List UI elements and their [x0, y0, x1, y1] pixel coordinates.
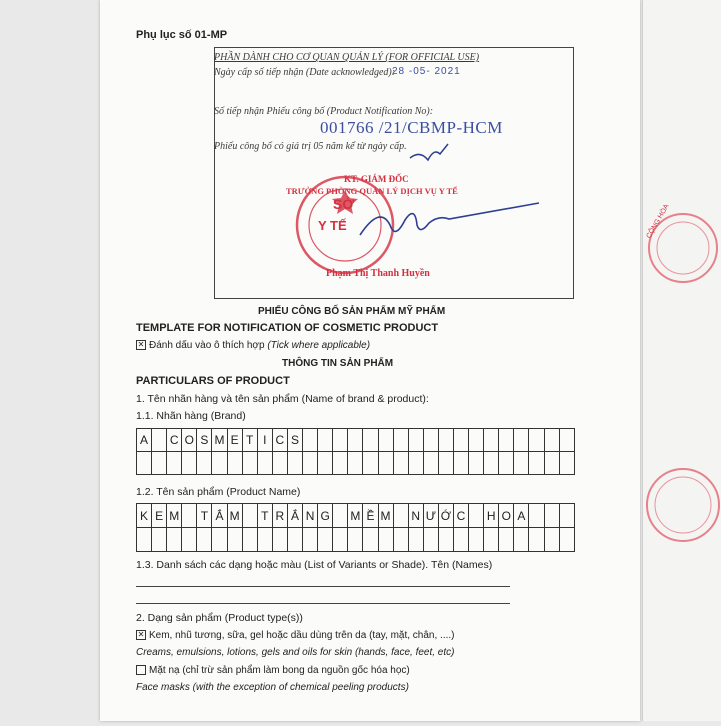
product-char-cell	[167, 528, 182, 552]
product-char-cell: M	[379, 504, 394, 528]
section-en: PARTICULARS OF PRODUCT	[136, 375, 290, 387]
product-char-cell	[379, 528, 394, 552]
brand-char-cell	[439, 452, 454, 475]
brand-char-cell	[303, 452, 318, 475]
brand-char-cell	[560, 429, 575, 452]
date-acknowledged-label: Ngày cấp số tiếp nhận (Date acknowledged):	[214, 67, 396, 78]
brand-char-cell	[212, 452, 227, 475]
brand-char-cell	[454, 452, 469, 475]
brand-char-cell	[137, 452, 152, 475]
checked-box-icon: ✕	[137, 630, 145, 640]
brand-char-cell	[318, 452, 333, 475]
product-char-cell	[560, 504, 575, 528]
product-char-cell: Ề	[363, 504, 378, 528]
unchecked-box-icon	[136, 665, 146, 675]
product-char-cell: N	[409, 504, 424, 528]
product-char-cell: Ư	[424, 504, 439, 528]
product-char-cell: T	[258, 504, 273, 528]
brand-char-cell	[303, 429, 318, 452]
checked-box-icon: ✕	[137, 340, 145, 350]
brand-char-cell	[484, 452, 499, 475]
tick-note	[136, 340, 370, 351]
notification-number-value: 001766 /21/CBMP-HCM	[320, 118, 503, 137]
product-char-cell: R	[273, 504, 288, 528]
product-char-cell	[152, 528, 167, 552]
brand-char-cell: T	[243, 429, 258, 452]
brand-char-cell	[363, 429, 378, 452]
item-1-2-label: 1.2. Tên sản phẩm (Product Name)	[136, 486, 301, 498]
title-en: TEMPLATE FOR NOTIFICATION OF COSMETIC PRODUCT	[136, 322, 439, 334]
signer-title-1: KT. GIÁM ĐỐC	[344, 174, 409, 184]
title-vi: PHIẾU CÔNG BỐ SẢN PHẨM MỸ PHẨM	[258, 306, 446, 317]
type-1-vi: Kem, nhũ tương, sữa, gel hoặc dầu dùng trên da (tay, mặt, chân, ....)	[149, 630, 455, 641]
product-char-cell: K	[137, 504, 152, 528]
product-char-cell	[197, 528, 212, 552]
brand-char-cell	[348, 429, 363, 452]
product-char-cell	[529, 528, 544, 552]
brand-char-cell	[333, 429, 348, 452]
signer-name: Phạm Thị Thanh Huyền	[326, 268, 430, 279]
product-char-cell	[454, 528, 469, 552]
brand-char-cell	[273, 452, 288, 475]
official-use-header: PHẦN DÀNH CHO CƠ QUAN QUẢN LÝ (FOR OFFICIAL USE)	[214, 52, 480, 63]
brand-char-cell	[514, 452, 529, 475]
brand-char-cell	[424, 452, 439, 475]
product-char-cell	[499, 528, 514, 552]
brand-char-cell	[439, 429, 454, 452]
brand-char-cell	[182, 452, 197, 475]
product-char-cell: M	[167, 504, 182, 528]
product-char-cell	[348, 528, 363, 552]
seal-text-so: SỞ	[333, 196, 355, 212]
brand-char-cell	[484, 429, 499, 452]
brand-char-cell	[379, 429, 394, 452]
product-char-cell	[469, 528, 484, 552]
product-char-cell	[409, 528, 424, 552]
item-1-label: 1. Tên nhãn hàng và tên sản phẩm (Name of brand & product):	[136, 393, 429, 405]
product-char-cell	[182, 528, 197, 552]
product-char-cell	[529, 504, 544, 528]
variants-line-2	[136, 603, 510, 604]
brand-char-cell	[424, 429, 439, 452]
product-char-cell	[228, 528, 243, 552]
brand-char-cell	[288, 452, 303, 475]
tick-note-vi: Đánh dấu vào ô thích hợp	[149, 340, 265, 351]
product-char-cell: N	[303, 504, 318, 528]
right-page-seals	[643, 0, 721, 721]
product-char-cell	[545, 504, 560, 528]
product-char-cell	[469, 504, 484, 528]
brand-char-cell	[560, 452, 575, 475]
brand-char-cell	[152, 429, 167, 452]
product-char-cell: M	[228, 504, 243, 528]
product-char-cell: E	[152, 504, 167, 528]
brand-char-cell	[469, 452, 484, 475]
product-char-cell: Ắ	[212, 504, 227, 528]
type-2	[136, 665, 410, 676]
product-char-cell	[424, 528, 439, 552]
product-char-cell	[243, 528, 258, 552]
product-char-cell	[288, 528, 303, 552]
product-char-cell	[545, 528, 560, 552]
date-acknowledged-value: 28 -05- 2021	[392, 66, 461, 77]
brand-char-cell: E	[228, 429, 243, 452]
product-char-cell: M	[348, 504, 363, 528]
product-char-cell	[333, 504, 348, 528]
product-char-cell	[514, 528, 529, 552]
brand-char-cell	[454, 429, 469, 452]
type-2-vi: Mặt nạ (chỉ trừ sản phẩm làm bong da nguồn gốc hóa học)	[149, 665, 410, 676]
brand-char-cell	[197, 452, 212, 475]
brand-char-cell	[379, 452, 394, 475]
brand-char-cell	[333, 452, 348, 475]
item-1-1-label: 1.1. Nhãn hàng (Brand)	[136, 410, 246, 422]
product-char-cell	[303, 528, 318, 552]
section-vi: THÔNG TIN SẢN PHẨM	[282, 358, 394, 369]
product-char-cell	[394, 528, 409, 552]
brand-char-cell	[167, 452, 182, 475]
product-grid	[136, 503, 575, 552]
product-char-cell: A	[514, 504, 529, 528]
next-page-edge	[642, 0, 721, 721]
brand-char-cell	[499, 452, 514, 475]
type-2-en: Face masks (with the exception of chemical peeling products)	[136, 682, 409, 693]
signer-title-2: TRƯỞNG PHÒNG QUẢN LÝ DỊCH VỤ Y TẾ	[286, 186, 458, 196]
product-char-cell	[137, 528, 152, 552]
product-char-cell: C	[454, 504, 469, 528]
brand-char-cell: C	[273, 429, 288, 452]
item-2-label: 2. Dạng sản phẩm (Product type(s))	[136, 612, 303, 624]
product-char-cell	[484, 528, 499, 552]
brand-char-cell	[363, 452, 378, 475]
brand-char-cell	[409, 429, 424, 452]
brand-char-cell: A	[137, 429, 152, 452]
brand-char-cell	[228, 452, 243, 475]
product-char-cell	[182, 504, 197, 528]
product-char-cell	[212, 528, 227, 552]
brand-char-cell	[258, 452, 273, 475]
brand-char-cell	[529, 452, 544, 475]
appendix-label: Phụ lục số 01-MP	[136, 29, 228, 41]
product-char-cell	[439, 528, 454, 552]
type-1	[136, 630, 454, 641]
product-char-cell: T	[197, 504, 212, 528]
product-char-cell	[273, 528, 288, 552]
validity-note: Phiếu công bố có giá trị 05 năm kể từ ngày cấp.	[214, 141, 407, 152]
brand-char-cell	[394, 452, 409, 475]
brand-grid	[136, 428, 575, 475]
brand-char-cell	[545, 429, 560, 452]
brand-char-cell: O	[182, 429, 197, 452]
seal-text-yte: Y TẾ	[318, 218, 347, 233]
brand-char-cell	[499, 429, 514, 452]
brand-char-cell	[348, 452, 363, 475]
brand-char-cell: S	[288, 429, 303, 452]
brand-char-cell	[529, 429, 544, 452]
brand-char-cell: S	[197, 429, 212, 452]
product-char-cell: Ớ	[439, 504, 454, 528]
brand-char-cell	[394, 429, 409, 452]
product-char-cell: Ắ	[288, 504, 303, 528]
product-char-cell: O	[499, 504, 514, 528]
brand-char-cell: I	[258, 429, 273, 452]
product-char-cell	[318, 528, 333, 552]
product-char-cell	[333, 528, 348, 552]
brand-char-cell	[318, 429, 333, 452]
tick-note-en: (Tick where applicable)	[267, 340, 371, 351]
right-seal-text: CỘNG HÒA	[645, 203, 671, 240]
product-char-cell	[394, 504, 409, 528]
brand-char-cell: C	[167, 429, 182, 452]
brand-char-cell	[514, 429, 529, 452]
brand-char-cell: M	[212, 429, 227, 452]
brand-char-cell	[152, 452, 167, 475]
product-char-cell: G	[318, 504, 333, 528]
product-char-cell	[258, 528, 273, 552]
product-char-cell: H	[484, 504, 499, 528]
product-char-cell	[363, 528, 378, 552]
brand-char-cell	[469, 429, 484, 452]
brand-char-cell	[409, 452, 424, 475]
product-char-cell	[243, 504, 258, 528]
brand-char-cell	[545, 452, 560, 475]
type-1-en: Creams, emulsions, lotions, gels and oils for skin (hands, face, feet, etc)	[136, 647, 455, 658]
notification-number-label: Số tiếp nhận Phiếu công bố (Product Notification No):	[214, 106, 434, 117]
brand-char-cell	[243, 452, 258, 475]
variants-line-1	[136, 586, 510, 587]
item-1-3-label: 1.3. Danh sách các dạng hoặc màu (List of Variants or Shade). Tên (Names)	[136, 559, 493, 571]
product-char-cell	[560, 528, 575, 552]
